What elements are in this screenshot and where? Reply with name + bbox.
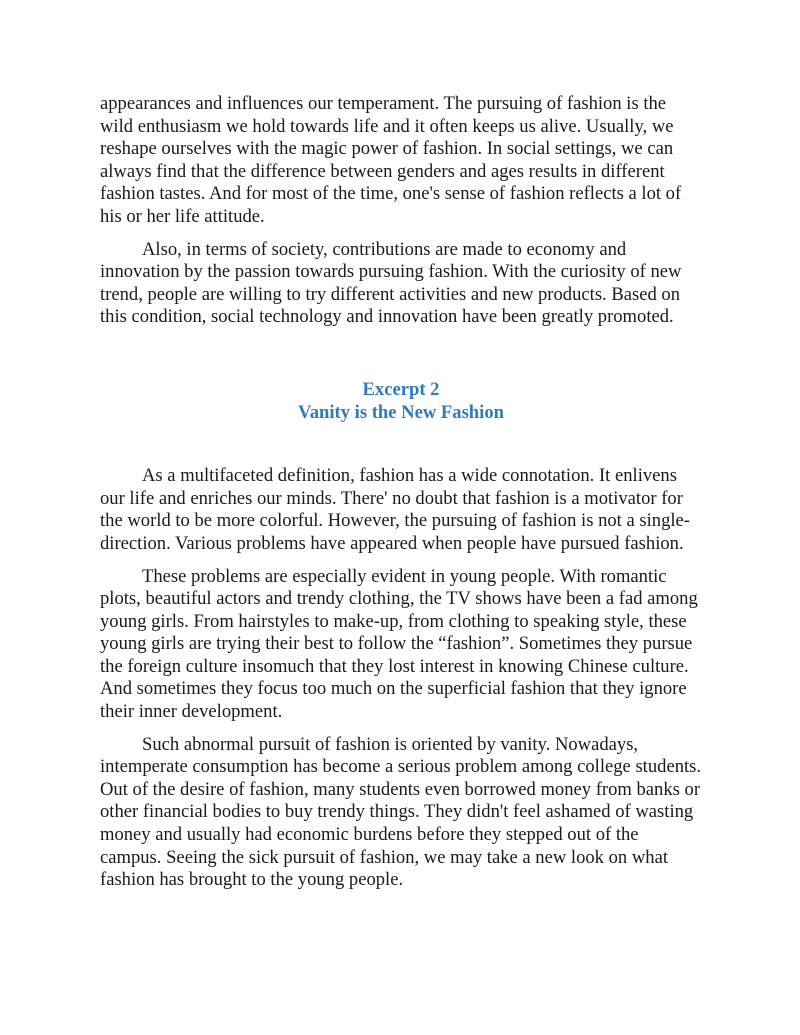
- document-page: [100, 93, 702, 892]
- excerpt-title: Vanity is the New Fashion: [298, 401, 504, 423]
- paragraph-society: Also, in terms of society, contributions are made to economy and innovation by the passion towards pursuing fashion. With the curiosity of new trend, people are willing to try different activities and new products. Based on this condition, social technology and innovation have been greatly promoted.: [100, 238, 682, 328]
- excerpt-label: Excerpt 2: [362, 378, 440, 400]
- paragraph-continued: appearances and influences our temperament. The pursuing of fashion is the wild enthusiasm we hold towards life and it often keeps us alive. Usually, we reshape ourselves with the magic power of fashion. In social settings, we can always find that the difference between genders and ages results in different fashion tastes. And for most of the time, one's sense of fashion reflects a lot of his or her life attitude.: [100, 93, 682, 227]
- paragraph-definition: As a multifaceted definition, fashion has a wide connotation. It enlivens our life and enriches our minds. There' no doubt that fashion is a motivator for the world to be more colorful. However, the pursuing of fashion is not a single-direction. Various problems have appeared when people have pursued fashion.: [100, 465, 690, 554]
- paragraph-young-people: These problems are especially evident in young people. With romantic plots, beautiful actors and trendy clothing, the TV shows have been a fad among young girls. From hairstyles to make-up, from clothing to speaking style, these young girls are trying their best to follow the “fashion”. Sometimes they pursue the foreign culture insomuch that they lost interest in knowing Chinese culture. And sometimes they focus too much on the superficial fashion that they ignore their inner development.: [100, 565, 698, 723]
- paragraph-vanity: Such abnormal pursuit of fashion is oriented by vanity. Nowadays, intemperate consumption has become a serious problem among college students. Out of the desire of fashion, many students even borrowed money from banks or other financial bodies to buy trendy things. They didn't feel ashamed of wasting money and usually had economic burdens before they stepped out of the campus. Seeing the sick pursuit of fashion, we may take a new look on what fashion has brought to the young people.: [100, 733, 702, 891]
- excerpt-heading: [100, 379, 702, 424]
